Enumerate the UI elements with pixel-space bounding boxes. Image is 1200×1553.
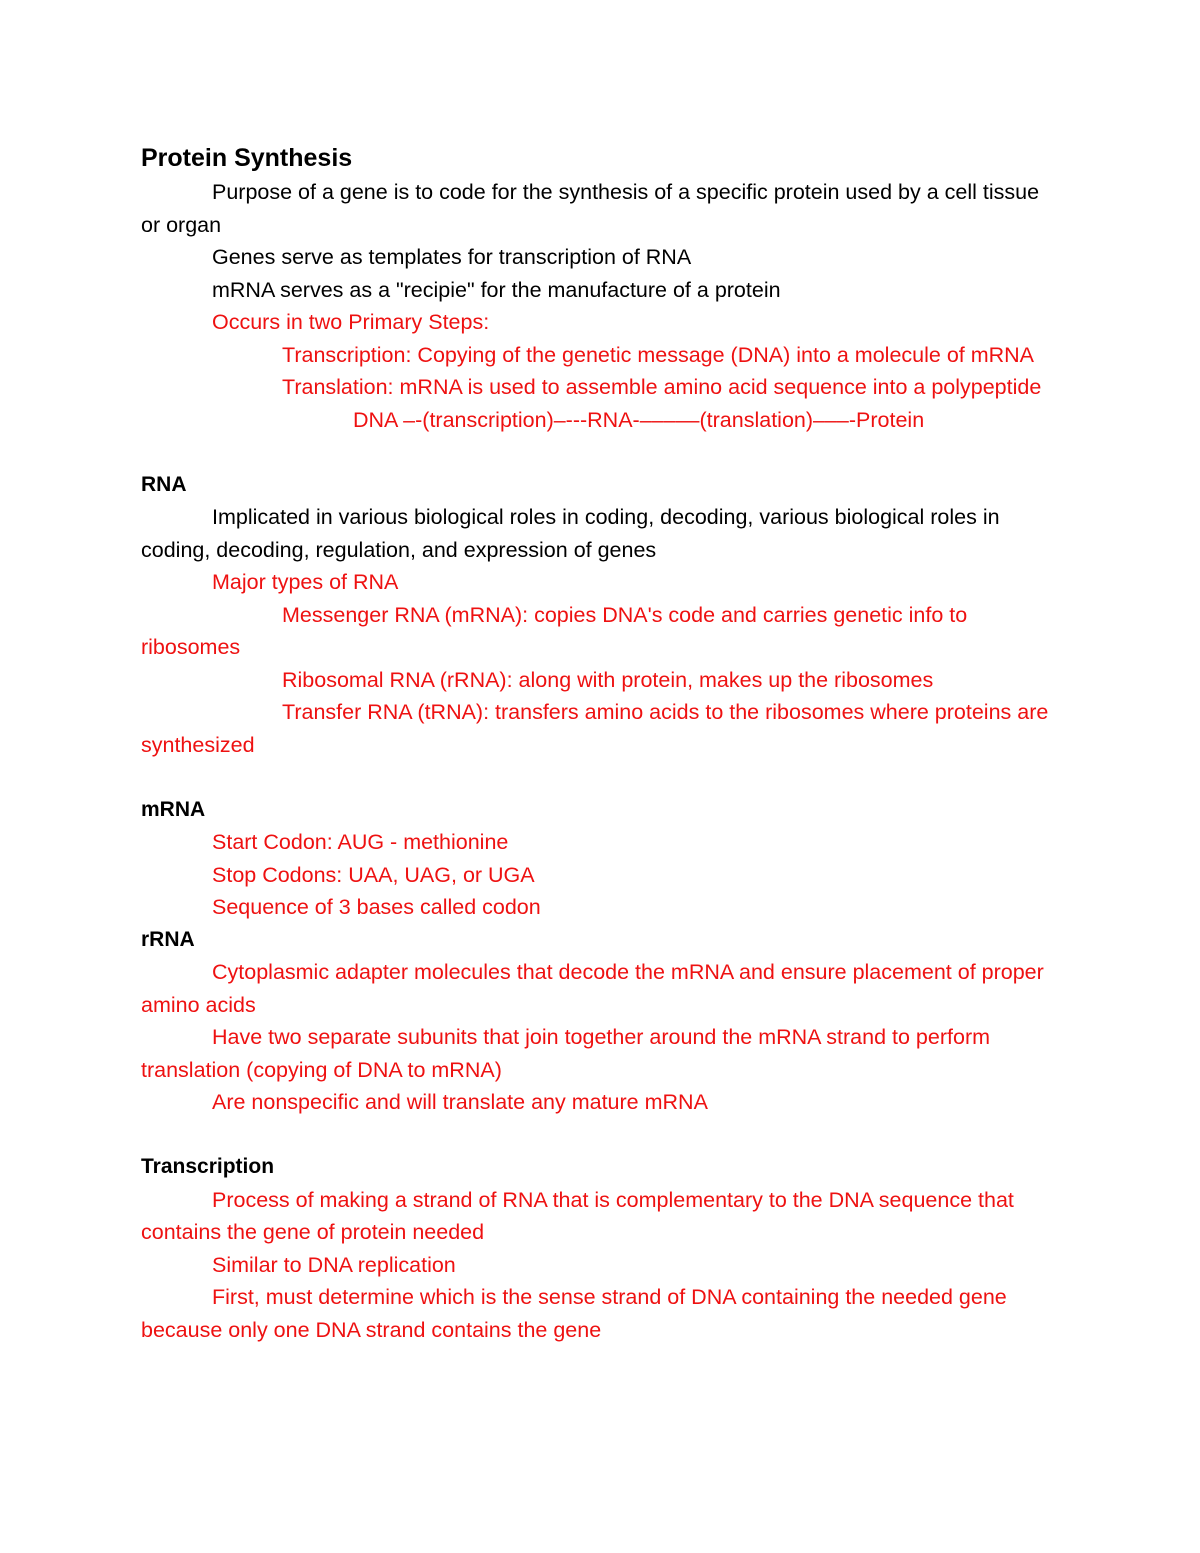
rna-major-types-header: Major types of RNA [212, 570, 399, 594]
mrna-recipe-paragraph: mRNA serves as a "recipie" for the manufacture of a protein [212, 277, 781, 302]
purpose-paragraph: Purpose of a gene is to code for the synthesis of a specific protein used by a cell tissue or organ [141, 180, 1040, 237]
transcription-item: First, must determine which is the sense strand of DNA containing the needed gene because only one DNA strand contains the gene [141, 1285, 1007, 1342]
document-title: Protein Synthesis [141, 144, 353, 172]
transcription-item: Similar to DNA replication [212, 1252, 456, 1277]
rrna-heading: rRNA [141, 927, 195, 951]
translation-step: Translation: mRNA is used to assemble amino acid sequence into a polypeptide [282, 375, 1042, 399]
spacer [141, 761, 1061, 794]
rna-heading: RNA [141, 472, 187, 496]
rrna-item: Are nonspecific and will translate any mature mRNA [212, 1090, 708, 1114]
spacer [141, 1119, 1061, 1152]
rna-type-item: Messenger RNA (mRNA): copies DNA's code and carries genetic info to ribosomes [141, 602, 968, 659]
mrna-item: Start Codon: AUG - methionine [212, 830, 509, 854]
rrna-item: Cytoplasmic adapter molecules that decode the mRNA and ensure placement of proper amino acids [141, 960, 1044, 1017]
dna-rna-protein-flow: DNA –-(transcription)–---RNA-–––––(translation)–––-Protein [353, 407, 925, 432]
transcription-step: Transcription: Copying of the genetic message (DNA) into a molecule of mRNA [282, 342, 1035, 367]
rrna-item: Have two separate subunits that join together around the mRNA strand to perform translation (copying of DNA to mRNA) [141, 1025, 991, 1082]
rna-roles-paragraph: Implicated in various biological roles in coding, decoding, various biological roles in coding, decoding, regulation, and expression of genes [141, 505, 1000, 562]
genes-templates-paragraph: Genes serve as templates for transcription of RNA [212, 245, 692, 269]
transcription-item: Process of making a strand of RNA that is complementary to the DNA sequence that contains the gene of protein needed [141, 1187, 1014, 1244]
document-content [141, 141, 1061, 1346]
rna-type-item: Ribosomal RNA (rRNA): along with protein, makes up the ribosomes [282, 667, 934, 692]
rna-type-item: Transfer RNA (tRNA): transfers amino acids to the ribosomes where proteins are synthesized [141, 700, 1049, 757]
mrna-heading: mRNA [141, 797, 206, 821]
mrna-item: Sequence of 3 bases called codon [212, 895, 541, 919]
transcription-heading: Transcription [141, 1155, 275, 1178]
mrna-item: Stop Codons: UAA, UAG, or UGA [212, 862, 535, 887]
steps-header: Occurs in two Primary Steps: [212, 310, 490, 334]
spacer [141, 436, 1061, 469]
